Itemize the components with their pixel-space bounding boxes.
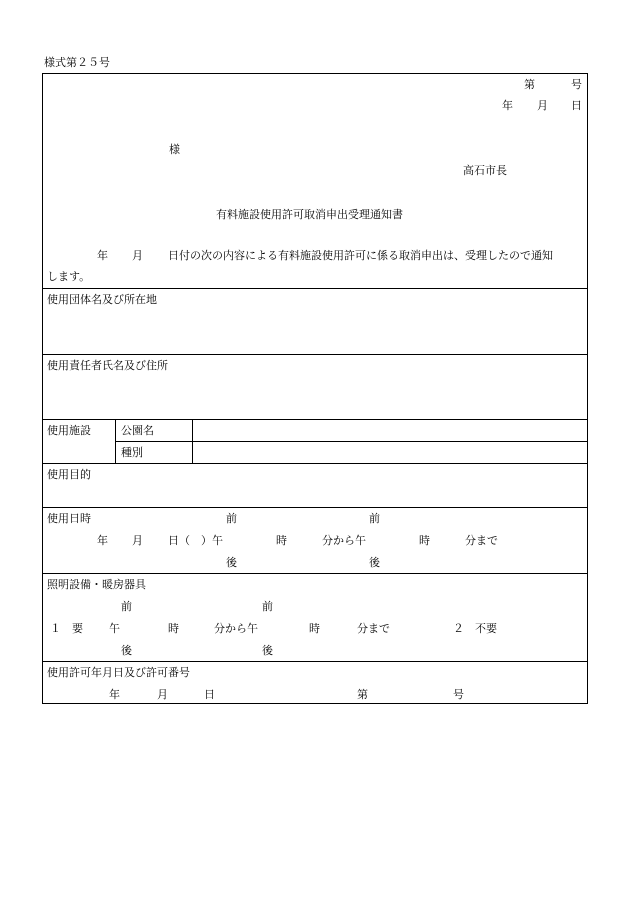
recipient-suffix: 様	[169, 143, 180, 156]
rule-facility	[42, 419, 588, 420]
pm-dai: 第	[357, 688, 368, 701]
label-lighting: 照明設備・暖房器具	[47, 578, 146, 591]
dt-month: 月	[132, 534, 143, 547]
date-month: 月	[537, 99, 548, 112]
pm-month: 月	[157, 688, 168, 701]
dt-hour-2: 時	[419, 534, 430, 547]
label-responsible: 使用責任者氏名及び住所	[47, 359, 168, 372]
sender-name: 高石市長	[463, 164, 507, 177]
label-type: 種別	[121, 446, 143, 459]
rule-facility-v1	[115, 419, 116, 463]
rule-facility-v2	[192, 419, 193, 463]
dt-year: 年	[97, 534, 108, 547]
rule-org	[42, 288, 588, 289]
lt-hour-2: 時	[309, 622, 320, 635]
rule-datetime	[42, 507, 588, 508]
label-park-name: 公園名	[121, 424, 154, 437]
label-purpose: 使用目的	[47, 468, 91, 481]
date-day: 日	[571, 99, 582, 112]
lt-mae-1: 前	[121, 600, 132, 613]
rule-purpose	[42, 463, 588, 464]
label-org: 使用団体名及び所在地	[47, 293, 157, 306]
rule-resp	[42, 354, 588, 355]
document-title: 有料施設使用許可取消申出受理通知書	[216, 208, 403, 221]
label-permit: 使用許可年月日及び許可番号	[47, 666, 190, 679]
pm-day: 日	[204, 688, 215, 701]
lt-from: 分から午	[214, 622, 258, 635]
lt-option-2: ２ 不要	[453, 622, 497, 635]
intro-text-line1: 日付の次の内容による有料施設使用許可に係る取消申出は、受理したので通知	[168, 249, 553, 262]
rule-permit	[42, 661, 588, 662]
intro-month: 月	[132, 249, 143, 262]
lt-hour-1: 時	[168, 622, 179, 635]
dt-mae-1: 前	[226, 512, 237, 525]
lt-ato-2: 後	[262, 644, 273, 657]
pm-go: 号	[453, 688, 464, 701]
pm-year: 年	[109, 688, 120, 701]
dt-mae-2: 前	[369, 512, 380, 525]
label-facility: 使用施設	[47, 424, 91, 437]
rule-lighting	[42, 573, 588, 574]
form-number: 様式第２５号	[44, 56, 110, 69]
intro-year: 年	[97, 249, 108, 262]
label-datetime: 使用日時	[47, 512, 91, 525]
rule-facility-mid	[115, 441, 588, 442]
doc-number-dai: 第	[524, 78, 535, 91]
lt-option-1: １ 要	[50, 622, 83, 635]
doc-number-go: 号	[571, 78, 582, 91]
dt-from: 分から午	[322, 534, 366, 547]
dt-day-weekday: 日（ ）午	[168, 534, 223, 547]
dt-until: 分まで	[465, 534, 498, 547]
lt-until: 分まで	[357, 622, 390, 635]
intro-text-line2: します。	[47, 270, 91, 283]
dt-ato-1: 後	[226, 556, 237, 569]
lt-mae-2: 前	[262, 600, 273, 613]
dt-hour-1: 時	[276, 534, 287, 547]
date-year: 年	[502, 99, 513, 112]
dt-ato-2: 後	[369, 556, 380, 569]
lt-go: 午	[109, 622, 120, 635]
lt-ato-1: 後	[121, 644, 132, 657]
